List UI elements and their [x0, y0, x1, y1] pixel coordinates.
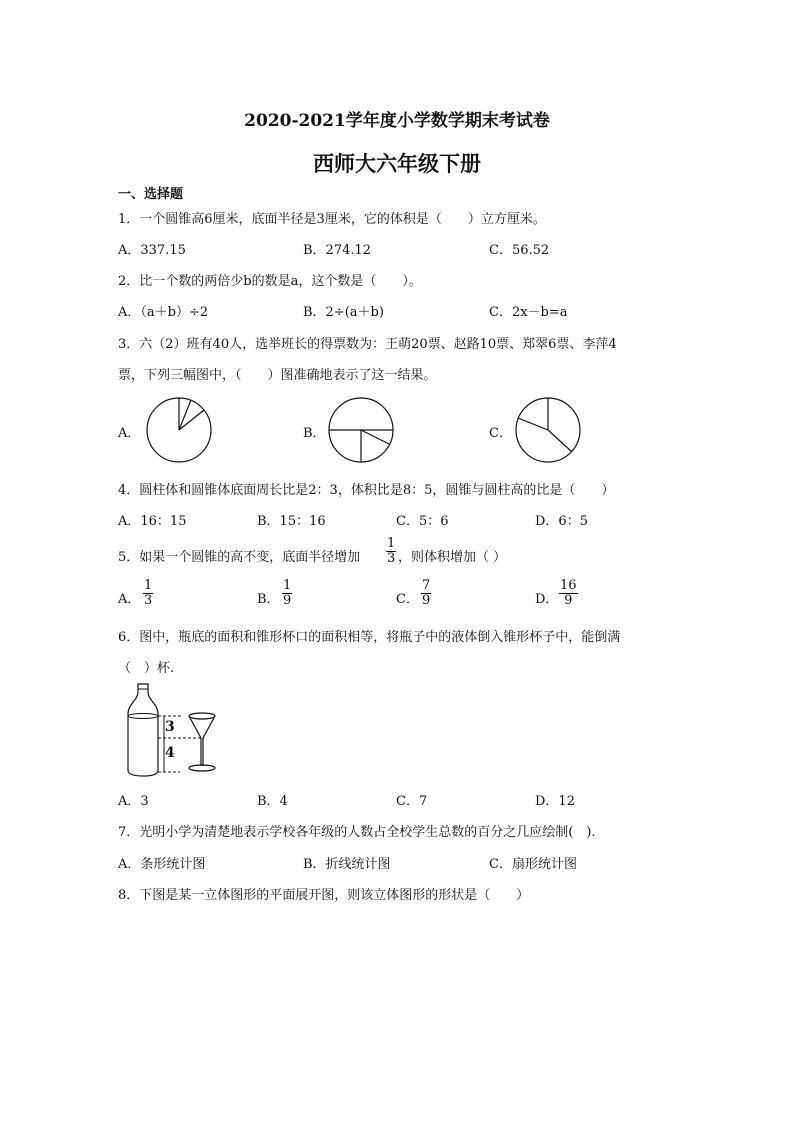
q3-option-b-label[interactable]: B．	[303, 426, 326, 441]
q3-pie-chart-c	[515, 397, 581, 463]
q5-stem-before: 5．如果一个圆锥的高不变，底面半径增加	[118, 550, 361, 565]
q1-option-b[interactable]: B．274.12	[303, 243, 372, 258]
q5-stem-after: ，则体积增加（ ）	[398, 550, 507, 565]
q6-figure-label-4: 4	[165, 745, 175, 761]
q1-option-c[interactable]: C．56.52	[489, 243, 550, 258]
exam-subtitle: 西师大六年级下册	[313, 151, 481, 176]
q7-stem: 7．光明小学为清楚地表示学校各年级的人数占全校学生总数的百分之几应绘制( ).	[118, 825, 596, 840]
q2-stem: 2．比一个数的两倍少b的数是a，这个数是（ ）。	[118, 274, 422, 289]
q4-stem: 4．圆柱体和圆锥体底面周长比是2：3，体积比是8：5，圆锥与圆柱高的比是（ ）	[118, 483, 615, 498]
q5-option-c-fraction[interactable]: $\frac{7}{9}$	[422, 578, 431, 608]
q4-option-c[interactable]: C．5：6	[396, 514, 449, 529]
q6-bottle-and-glass-figure	[120, 680, 230, 780]
q4-option-b[interactable]: B．15：16	[257, 514, 326, 529]
q6-figure-label-3: 3	[165, 719, 175, 735]
q6-option-a[interactable]: A．3	[118, 794, 149, 809]
q6-stem-line2: （ ）杯.	[118, 661, 175, 676]
section-heading: 一、选择题	[118, 187, 184, 202]
q5-option-d-label[interactable]: D．	[535, 592, 559, 607]
q2-option-a[interactable]: A．（a＋b）÷2	[118, 305, 209, 320]
q5-option-c-label[interactable]: C．	[396, 592, 419, 607]
q7-option-a[interactable]: A．条形统计图	[118, 857, 206, 872]
q3-option-a-label[interactable]: A．	[118, 426, 141, 441]
q3-pie-chart-a	[146, 397, 212, 463]
q4-option-a[interactable]: A．16：15	[118, 514, 187, 529]
q6-stem-line1: 6．图中，瓶底的面积和锥形杯口的面积相等，将瓶子中的液体倒入锥形杯子中，能倒满	[118, 630, 621, 645]
q3-stem-line2: 票，下列三幅图中，（ ）图准确地表示了这一结果。	[118, 368, 437, 383]
q5-option-a-label[interactable]: A．	[118, 592, 141, 607]
q5-option-a-fraction[interactable]: $\frac{1}{3}$	[144, 578, 153, 608]
q3-option-c-label[interactable]: C．	[489, 426, 512, 441]
q6-option-b[interactable]: B．4	[257, 794, 288, 809]
q1-option-a[interactable]: A．337.15	[118, 243, 186, 258]
q7-option-b[interactable]: B．折线统计图	[303, 857, 391, 872]
q3-stem-line1: 3．六（2）班有40人，选举班长的得票数为：王萌20票、赵路10票、郑翠6票、李萍4	[118, 337, 617, 352]
q2-option-b[interactable]: B．2÷(a＋b)	[303, 305, 384, 320]
q6-option-d[interactable]: D．12	[535, 794, 575, 809]
q2-option-c[interactable]: C．2x－b=a	[489, 305, 568, 320]
q1-stem: 1．一个圆锥高6厘米，底面半径是3厘米，它的体积是（ ）立方厘米。	[118, 212, 546, 227]
q4-option-d[interactable]: D．6：5	[535, 514, 588, 529]
q5-stem-fraction: $\frac{1}{3}$	[387, 536, 396, 566]
exam-title: 2020-2021学年度小学数学期末考试卷	[244, 111, 550, 131]
q5-option-b-label[interactable]: B．	[257, 592, 280, 607]
q8-stem: 8．下图是某一立体图形的平面展开图，则该立体图形的形状是（ ）	[118, 888, 530, 903]
q5-option-d-fraction[interactable]: $\frac{16}{9}$	[560, 578, 577, 608]
q7-option-c[interactable]: C．扇形统计图	[489, 857, 577, 872]
q5-option-b-fraction[interactable]: $\frac{1}{9}$	[283, 578, 292, 608]
q3-pie-chart-b	[328, 397, 394, 463]
q6-option-c[interactable]: C．7	[396, 794, 428, 809]
